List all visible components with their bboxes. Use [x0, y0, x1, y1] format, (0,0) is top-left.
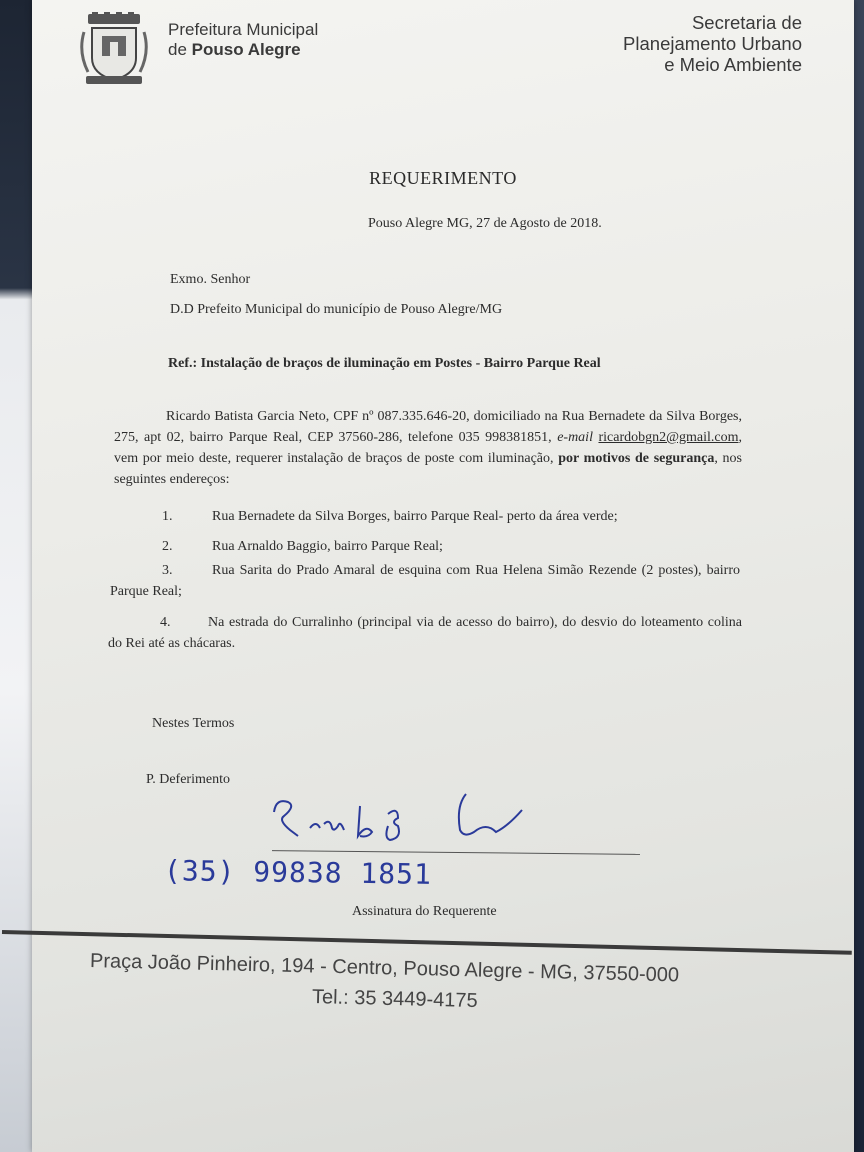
municipality-name: [168, 20, 318, 60]
list-item-text: Na estrada do Curralinho (principal via de acesso do bairro), do desvio do loteamento colina do Rei até as chácaras.: [108, 615, 742, 651]
dept-line-3: e Meio Ambiente: [664, 54, 802, 75]
dept-line-2: Planejamento Urbano: [623, 33, 802, 54]
handwritten-signature: [260, 786, 540, 856]
closing-request: P. Deferimento: [146, 772, 230, 787]
footer-address: Praça João Pinheiro, 194 - Centro, Pouso Alegre - MG, 37550-000: [89, 950, 680, 987]
greeting: Exmo. Senhor: [170, 272, 251, 287]
list-item-number: 4.: [160, 615, 171, 630]
list-item-number: 3.: [162, 563, 173, 578]
document-title: REQUERIMENTO: [369, 168, 517, 188]
body-bold: por motivos de segurança: [558, 451, 715, 466]
org-line-1: Prefeitura Municipal: [168, 20, 319, 39]
list-item-text: Rua Sarita do Prado Amaral de esquina com Rua Helena Simão Rezende (2 postes), bairro Parque Real;: [110, 563, 740, 599]
list-item-text: Rua Bernadete da Silva Borges, bairro Parque Real- perto da área verde;: [212, 509, 618, 524]
closing-terms: Nestes Termos: [152, 716, 235, 731]
document-page: [32, 0, 854, 1152]
email-link: ricardobgn2@gmail.com: [598, 430, 739, 445]
org-line-2: [168, 40, 318, 60]
list-item: [110, 560, 740, 602]
list-item-number: 1.: [162, 509, 173, 524]
signature-label: Assinatura do Requerente: [352, 904, 497, 919]
body-part-3: , nos seguintes endereços:: [114, 451, 742, 487]
org-line-2-prefix: de: [168, 40, 187, 59]
handwritten-phone-number: (35) 99838 1851: [163, 854, 433, 891]
footer-phone: Tel.: 35 3449-4175: [311, 986, 478, 1013]
org-city: Pouso Alegre: [191, 40, 301, 59]
city-crest-logo: [78, 12, 150, 88]
addressee: D.D Prefeito Municipal do município de Pouso Alegre/MG: [170, 302, 503, 317]
body-part-1: Ricardo Batista Garcia Neto, CPF nº 087.335.646-20, domiciliado na Rua Bernadete da Silva Borges, 275, apt 02, bairro Parque Real, CEP 37560-286, telefone 035 998381851,: [114, 409, 742, 445]
list-item-text: Rua Arnaldo Baggio, bairro Parque Real;: [212, 539, 443, 554]
list-item-number: 2.: [162, 539, 173, 554]
body-part-2: , vem por meio deste, requerer instalação de braços de poste com iluminação,: [114, 430, 743, 466]
reference-line: Ref.: Instalação de braços de iluminação em Postes - Bairro Parque Real: [168, 356, 601, 371]
list-item: [108, 612, 742, 654]
request-paragraph: [114, 406, 742, 490]
department-name: [623, 12, 802, 75]
email-label: e-mail: [557, 430, 593, 445]
dept-line-1: Secretaria de: [691, 12, 802, 33]
document-date: Pouso Alegre MG, 27 de Agosto de 2018.: [368, 216, 602, 231]
